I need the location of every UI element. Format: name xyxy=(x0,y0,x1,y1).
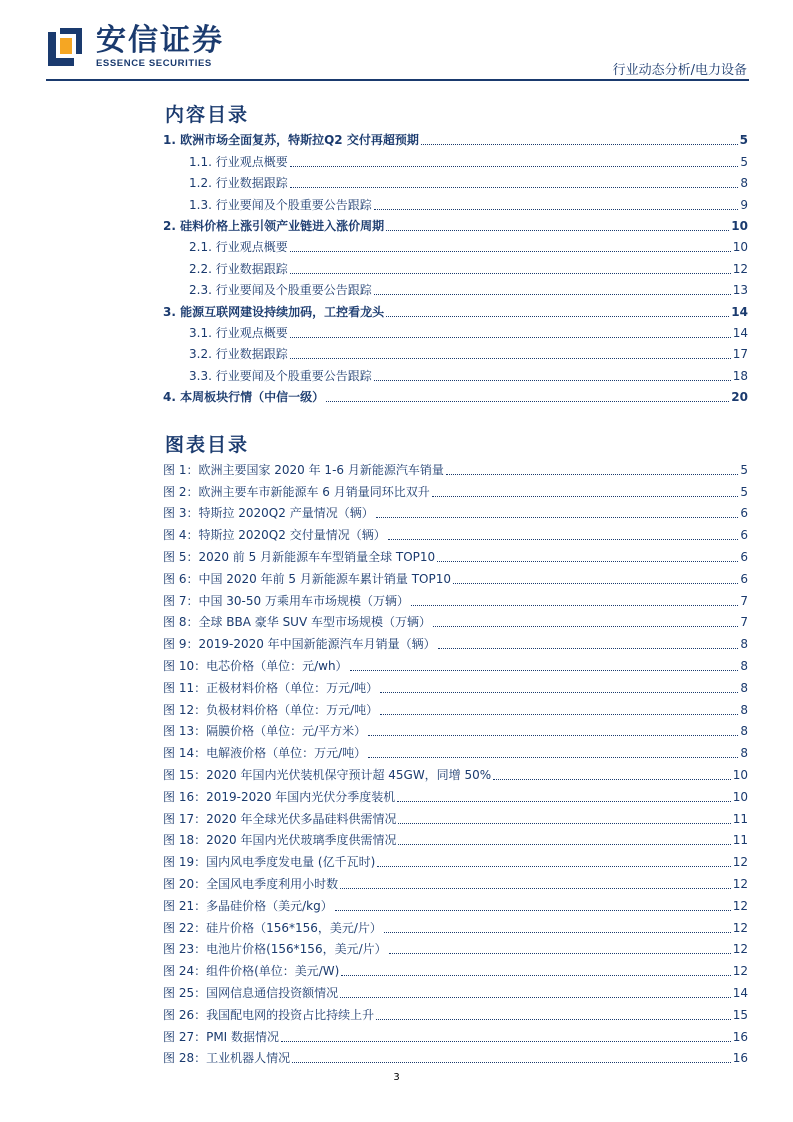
dot-leader xyxy=(386,230,729,231)
dot-leader xyxy=(388,539,739,540)
toc-entry-label: 4. 本周板块行情（中信一级） xyxy=(163,390,325,405)
dot-leader xyxy=(438,648,739,649)
dot-leader xyxy=(386,316,729,317)
essence-logo-icon xyxy=(46,26,84,68)
figure-entry[interactable] xyxy=(163,936,748,958)
figure-entry-page: 7 xyxy=(740,593,748,608)
figure-entry-page: 5 xyxy=(740,462,748,477)
figure-entry-page: 8 xyxy=(740,680,748,695)
toc-entry-page: 10 xyxy=(732,240,748,255)
figure-entry-page: 12 xyxy=(732,898,748,913)
figure-entry-label: 图 16：2019-2020 年国内光伏分季度装机 xyxy=(163,789,396,804)
dot-leader xyxy=(453,583,738,584)
toc-entry[interactable] xyxy=(163,191,748,212)
figure-entry-page: 5 xyxy=(740,484,748,499)
toc-entry[interactable] xyxy=(163,298,748,319)
figure-entry-page: 12 xyxy=(732,855,748,870)
dot-leader xyxy=(380,714,738,715)
toc-entry-label: 2.2. 行业数据跟踪 xyxy=(163,262,290,277)
dot-leader xyxy=(433,626,738,627)
toc-entry[interactable] xyxy=(163,341,748,362)
dot-leader xyxy=(335,910,731,911)
dot-leader xyxy=(368,757,738,758)
figures-title: 图表目录 xyxy=(165,434,250,456)
figure-entry[interactable] xyxy=(163,630,748,652)
figure-entry-page: 15 xyxy=(732,1007,748,1022)
toc-entry[interactable] xyxy=(163,127,748,148)
figure-entry[interactable] xyxy=(163,827,748,849)
figures-list xyxy=(163,456,748,1066)
dot-leader xyxy=(290,337,731,338)
dot-leader xyxy=(326,401,729,402)
figure-entry-label: 图 27：PMI 数据情况 xyxy=(163,1029,280,1044)
figure-entry-label: 图 19：国内风电季度发电量 (亿千瓦时) xyxy=(163,855,376,870)
toc-entry[interactable] xyxy=(163,170,748,191)
figure-entry[interactable] xyxy=(163,979,748,1001)
toc-entry-page: 13 xyxy=(732,283,748,298)
dot-leader xyxy=(341,975,730,976)
dot-leader xyxy=(290,187,739,188)
toc-entry[interactable] xyxy=(163,213,748,234)
figure-entry[interactable] xyxy=(163,761,748,783)
figure-entry-label: 图 21：多晶硅价格（美元/kg） xyxy=(163,898,333,913)
figure-entry-label: 图 9：2019-2020 年中国新能源汽车月销量（辆） xyxy=(163,637,436,652)
dot-leader xyxy=(380,692,738,693)
figure-entry-page: 10 xyxy=(732,789,748,804)
figure-entry-label: 图 8：全球 BBA 豪华 SUV 车型市场规模（万辆） xyxy=(163,615,431,630)
figure-entry[interactable] xyxy=(163,1001,748,1023)
dot-leader xyxy=(374,380,731,381)
figure-entry[interactable] xyxy=(163,1023,748,1045)
figure-entry[interactable] xyxy=(163,805,748,827)
dot-leader xyxy=(281,1041,731,1042)
figure-entry-label: 图 6：中国 2020 年前 5 月新能源车累计销量 TOP10 xyxy=(163,571,451,586)
figure-entry[interactable] xyxy=(163,456,748,478)
figure-entry[interactable] xyxy=(163,674,748,696)
dot-leader xyxy=(398,844,730,845)
dot-leader xyxy=(290,273,731,274)
figure-entry[interactable] xyxy=(163,478,748,500)
toc-entry-page: 9 xyxy=(740,197,748,212)
toc-entry-page: 12 xyxy=(732,261,748,276)
toc-entry-label: 3. 能源互联网建设持续加码，工控看龙头 xyxy=(163,304,385,319)
toc-entry[interactable] xyxy=(163,362,748,383)
figure-entry-label: 图 2：欧洲主要车市新能源车 6 月销量同环比双升 xyxy=(163,484,430,499)
toc-entry-page: 18 xyxy=(732,368,748,383)
toc-entry-page: 5 xyxy=(739,133,748,148)
dot-leader xyxy=(376,1019,731,1020)
report-category: 行业动态分析/电力设备 xyxy=(612,63,747,78)
figure-entry[interactable] xyxy=(163,783,748,805)
toc-entry-page: 10 xyxy=(731,218,748,233)
figure-entry-label: 图 5：2020 前 5 月新能源车车型销量全球 TOP10 xyxy=(163,549,436,564)
figure-entry-label: 图 17：2020 年全球光伏多晶硅料供需情况 xyxy=(163,811,397,826)
figure-entry[interactable] xyxy=(163,1045,748,1067)
figure-entry[interactable] xyxy=(163,609,748,631)
figure-entry-label: 图 13：隔膜价格（单位：元/平方米） xyxy=(163,724,367,739)
figure-entry[interactable] xyxy=(163,565,748,587)
figure-entry-page: 6 xyxy=(740,571,748,586)
toc-entry-page: 20 xyxy=(731,390,748,405)
figure-entry[interactable] xyxy=(163,870,748,892)
figure-entry-page: 11 xyxy=(732,811,748,826)
toc-entry[interactable] xyxy=(163,148,748,169)
figure-entry[interactable] xyxy=(163,696,748,718)
toc-entry-label: 3.1. 行业观点概要 xyxy=(163,326,290,341)
toc-title: 内容目录 xyxy=(165,104,250,126)
figure-entry-page: 12 xyxy=(732,964,748,979)
brand-name-en: ESSENCE SECURITIES xyxy=(96,58,212,69)
toc-entry-label: 3.2. 行业数据跟踪 xyxy=(163,347,290,362)
dot-leader xyxy=(377,866,730,867)
dot-leader xyxy=(389,953,731,954)
dot-leader xyxy=(397,801,730,802)
figure-entry-label: 图 10：电芯价格（单位：元/wh） xyxy=(163,658,348,673)
figure-entry-label: 图 7：中国 30-50 万乘用车市场规模（万辆） xyxy=(163,593,409,608)
figure-entry-page: 8 xyxy=(740,658,748,673)
dot-leader xyxy=(340,997,731,998)
toc-list xyxy=(163,127,748,405)
toc-entry[interactable] xyxy=(163,234,748,255)
figure-entry-label: 图 24：组件价格(单位：美元/W) xyxy=(163,964,340,979)
figure-entry-label: 图 25：国网信息通信投资额情况 xyxy=(163,985,339,1000)
toc-entry-label: 1. 欧洲市场全面复苏，特斯拉Q2 交付再超预期 xyxy=(163,133,419,148)
dot-leader xyxy=(376,517,739,518)
toc-entry[interactable] xyxy=(163,255,748,276)
toc-entry[interactable] xyxy=(163,277,748,298)
figure-entry-page: 16 xyxy=(732,1029,748,1044)
figure-entry-page: 10 xyxy=(732,767,748,782)
page-header xyxy=(0,0,793,80)
toc-entry-label: 1.3. 行业要闻及个股重要公告跟踪 xyxy=(163,198,374,213)
figure-entry-label: 图 20：全国风电季度利用小时数 xyxy=(163,876,339,891)
dot-leader xyxy=(384,932,731,933)
figure-entry[interactable] xyxy=(163,957,748,979)
dot-leader xyxy=(374,294,731,295)
figure-entry-label: 图 23：电池片价格(156*156，美元/片） xyxy=(163,942,387,957)
dot-leader xyxy=(493,779,731,780)
figure-entry-label: 图 28：工业机器人情况 xyxy=(163,1051,291,1066)
dot-leader xyxy=(411,605,738,606)
figure-entry-page: 11 xyxy=(732,833,748,848)
figure-entry-label: 图 18：2020 年国内光伏玻璃季度供需情况 xyxy=(163,833,397,848)
toc-entry-page: 5 xyxy=(740,154,748,169)
figure-entry-label: 图 12：负极材料价格（单位：万元/吨） xyxy=(163,702,379,717)
dot-leader xyxy=(290,358,731,359)
toc-entry-label: 3.3. 行业要闻及个股重要公告跟踪 xyxy=(163,369,374,384)
figure-entry-page: 6 xyxy=(740,506,748,521)
toc-entry-page: 14 xyxy=(732,325,748,340)
figure-entry-page: 8 xyxy=(740,724,748,739)
toc-entry-page: 17 xyxy=(732,347,748,362)
figure-entry[interactable] xyxy=(163,718,748,740)
dot-leader xyxy=(432,496,739,497)
header-divider xyxy=(46,79,749,81)
toc-entry[interactable] xyxy=(163,320,748,341)
dot-leader xyxy=(290,251,731,252)
figure-entry-label: 图 1：欧洲主要国家 2020 年 1-6 月新能源汽车销量 xyxy=(163,462,444,477)
figure-entry[interactable] xyxy=(163,892,748,914)
dot-leader xyxy=(340,888,731,889)
figure-entry-label: 图 3：特斯拉 2020Q2 产量情况（辆） xyxy=(163,506,374,521)
figure-entry-page: 8 xyxy=(740,746,748,761)
dot-leader xyxy=(368,735,738,736)
figure-entry-page: 16 xyxy=(732,1051,748,1066)
figure-entry-page: 8 xyxy=(740,702,748,717)
figure-entry-label: 图 22：硅片价格（156*156，美元/片） xyxy=(163,920,382,935)
figure-entry[interactable] xyxy=(163,652,748,674)
figure-entry-page: 7 xyxy=(740,615,748,630)
figure-entry[interactable] xyxy=(163,500,748,522)
toc-entry[interactable] xyxy=(163,384,748,405)
dot-leader xyxy=(350,670,739,671)
dot-leader xyxy=(292,1062,731,1063)
dot-leader xyxy=(398,823,730,824)
toc-entry-page: 14 xyxy=(731,304,748,319)
figure-entry-page: 6 xyxy=(740,549,748,564)
figure-entry-page: 8 xyxy=(740,637,748,652)
figure-entry-page: 14 xyxy=(732,985,748,1000)
figure-entry[interactable] xyxy=(163,914,748,936)
figure-entry-label: 图 14：电解液价格（单位：万元/吨） xyxy=(163,746,367,761)
figure-entry[interactable] xyxy=(163,848,748,870)
figure-entry-label: 图 15：2020 年国内光伏装机保守预计超 45GW，同增 50% xyxy=(163,767,492,782)
toc-entry-label: 2.3. 行业要闻及个股重要公告跟踪 xyxy=(163,283,374,298)
brand-name-cn: 安信证券 xyxy=(96,23,224,58)
figure-entry[interactable] xyxy=(163,739,748,761)
toc-entry-label: 2. 硅料价格上涨引领产业链进入涨价周期 xyxy=(163,218,385,233)
figure-entry-page: 12 xyxy=(732,942,748,957)
dot-leader xyxy=(290,166,739,167)
figure-entry-page: 12 xyxy=(732,876,748,891)
figure-entry-label: 图 11：正极材料价格（单位：万元/吨） xyxy=(163,680,379,695)
figure-entry-label: 图 26：我国配电网的投资占比持续上升 xyxy=(163,1007,375,1022)
dot-leader xyxy=(421,144,738,145)
figure-entry[interactable] xyxy=(163,587,748,609)
figure-entry-page: 12 xyxy=(732,920,748,935)
figure-entry[interactable] xyxy=(163,521,748,543)
dot-leader xyxy=(437,561,738,562)
page-number: 3 xyxy=(393,1072,400,1083)
figure-entry-label: 图 4：特斯拉 2020Q2 交付量情况（辆） xyxy=(163,528,386,543)
toc-entry-page: 8 xyxy=(740,176,748,191)
toc-entry-label: 1.2. 行业数据跟踪 xyxy=(163,176,290,191)
dot-leader xyxy=(374,209,739,210)
figure-entry[interactable] xyxy=(163,543,748,565)
figure-entry-page: 6 xyxy=(740,528,748,543)
toc-entry-label: 2.1. 行业观点概要 xyxy=(163,240,290,255)
toc-entry-label: 1.1. 行业观点概要 xyxy=(163,155,290,170)
dot-leader xyxy=(446,474,739,475)
